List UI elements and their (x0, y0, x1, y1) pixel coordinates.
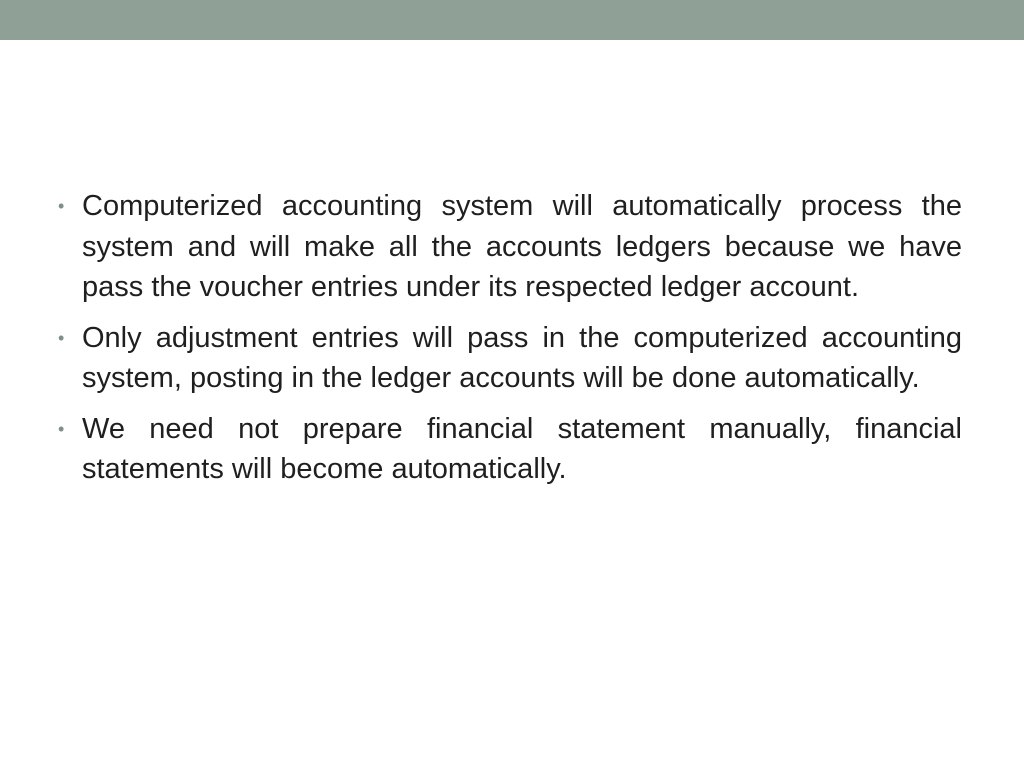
bullet-item (56, 318, 962, 399)
bullet-text: Computerized accounting system will automatically process the system and will make all the accounts ledgers because we have pass the voucher entries under its respected ledger account. (82, 190, 962, 303)
bullet-item (56, 409, 962, 490)
bullet-icon: • (58, 418, 65, 439)
bullet-text: Only adjustment entries will pass in the computerized accounting system, posting in the ledger accounts will be done automatically. (82, 321, 962, 394)
bullet-item (56, 186, 962, 308)
bullet-icon: • (58, 196, 65, 216)
header-band (0, 0, 1024, 40)
bullet-list (56, 186, 962, 500)
bullet-text: We need not prepare financial statement manually, financial statements will become automatically. (82, 412, 962, 485)
bullet-icon: • (58, 327, 65, 348)
